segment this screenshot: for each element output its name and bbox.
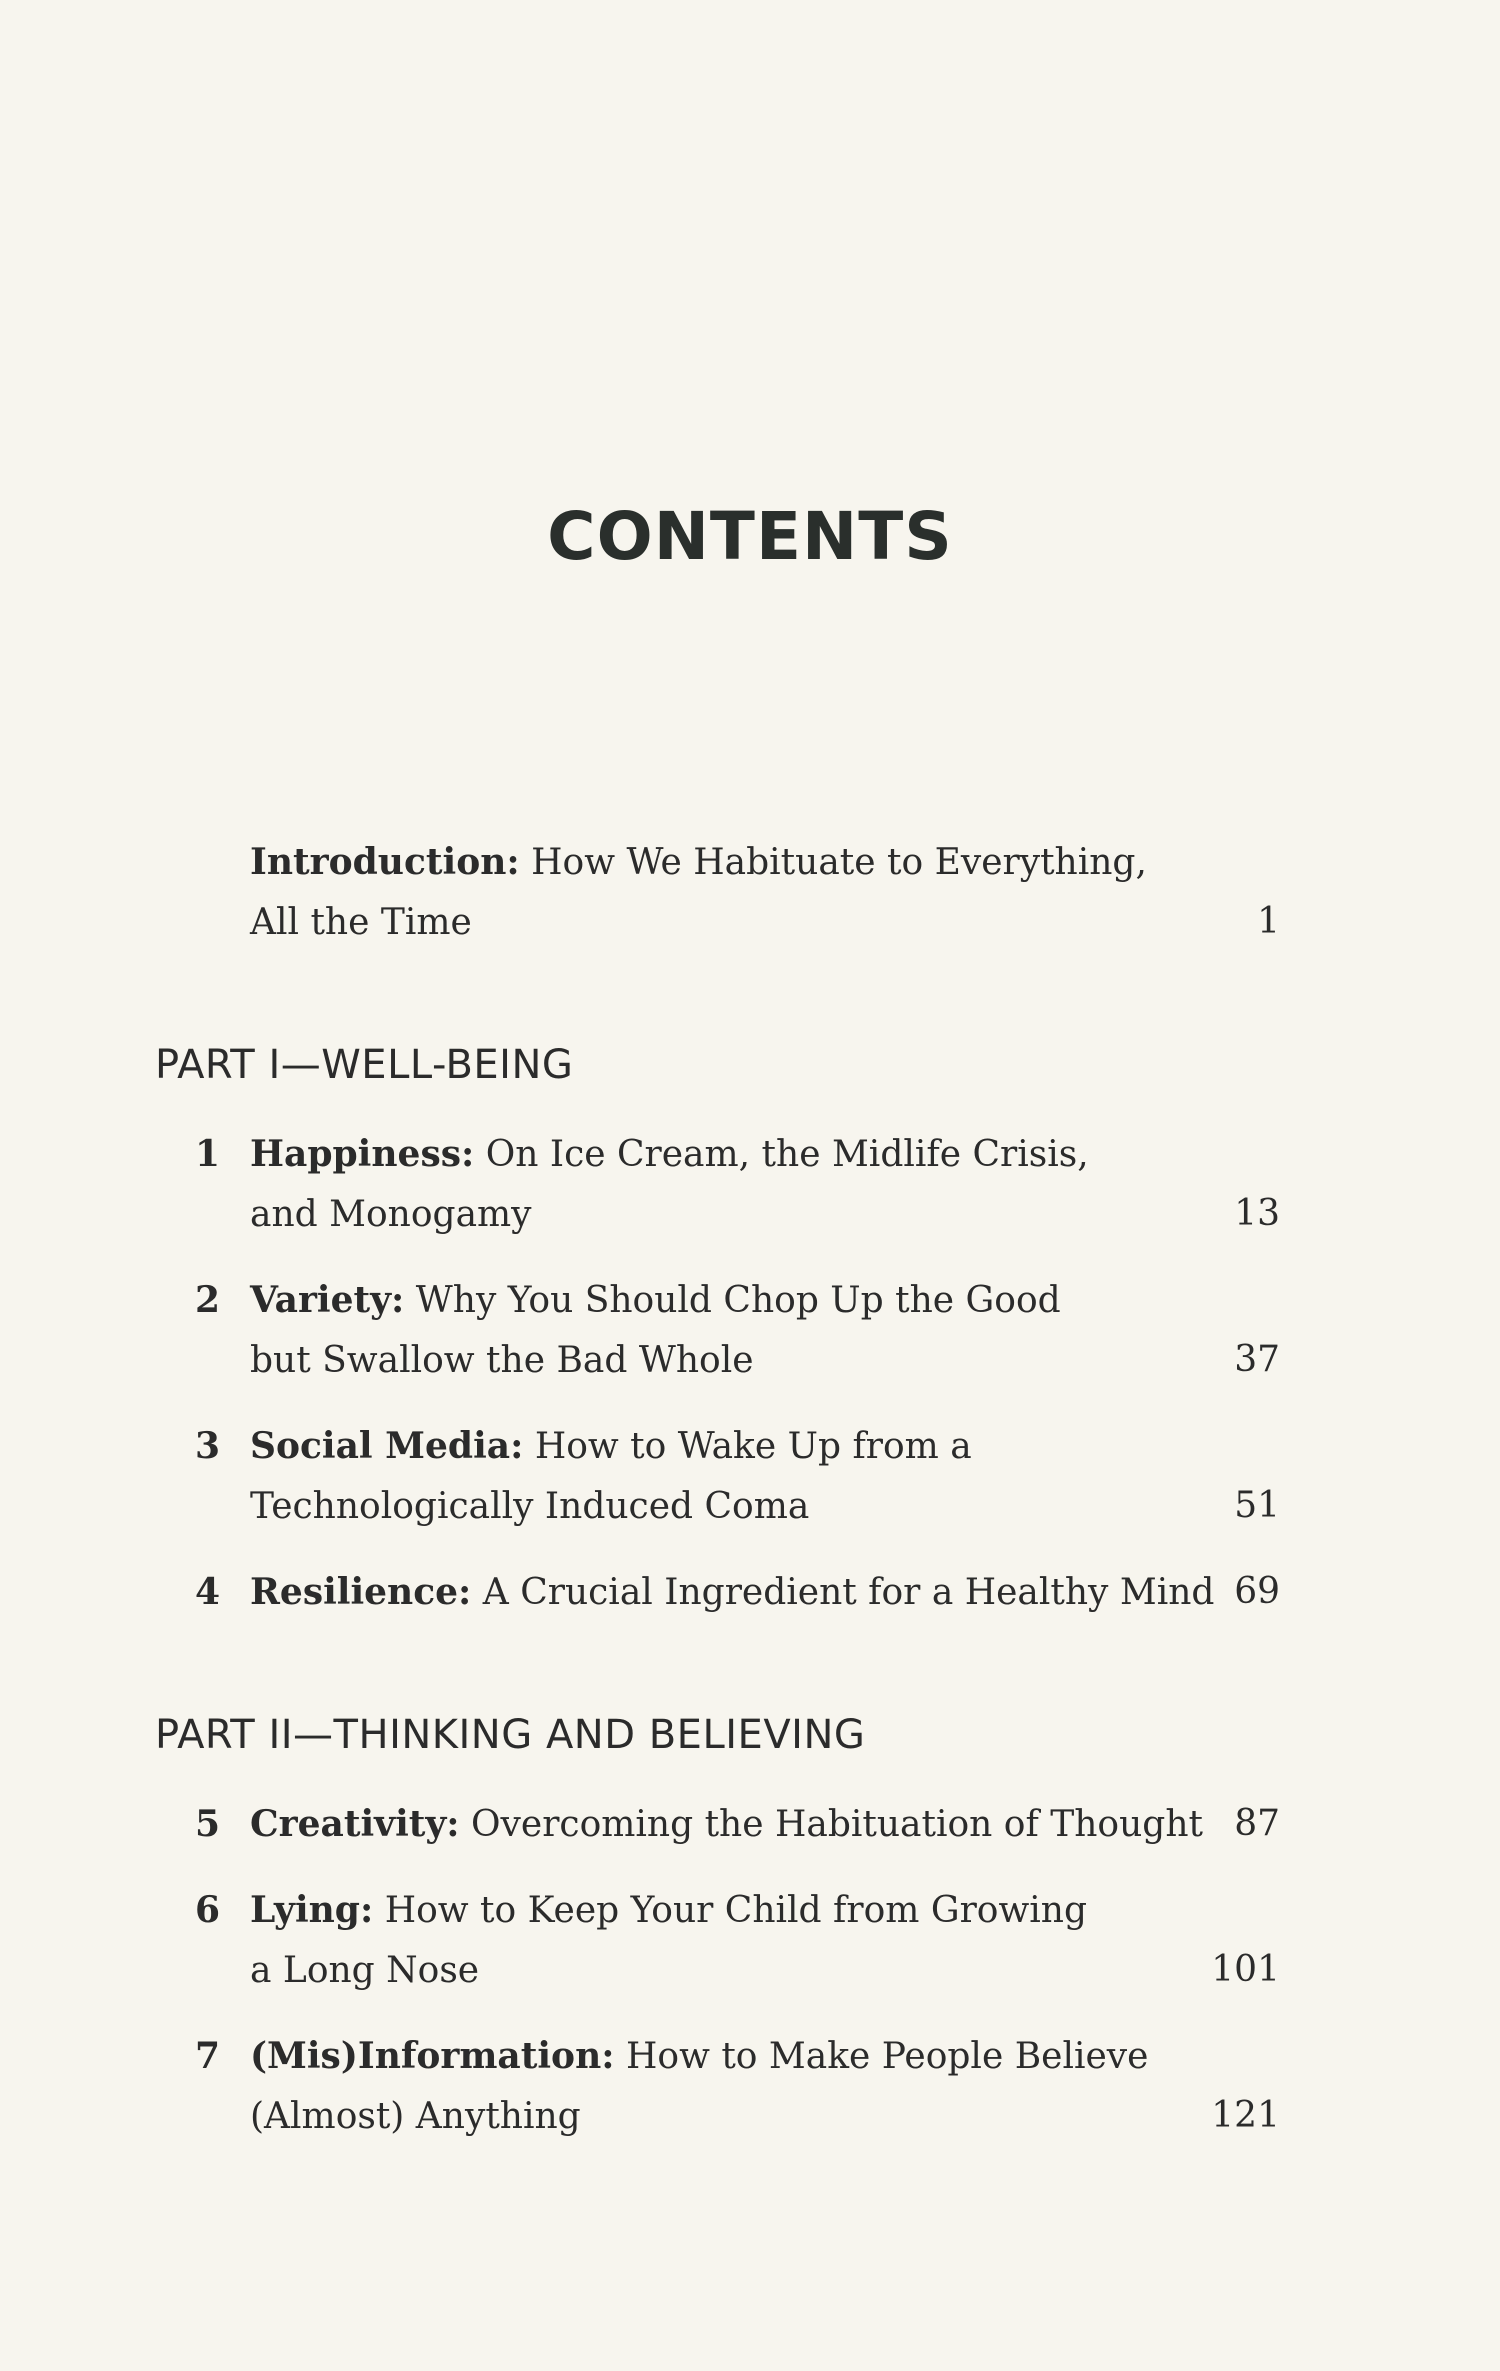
entry-label: Resilience: xyxy=(250,1571,472,1613)
page-title: CONTENTS xyxy=(547,498,953,575)
entry-title-line2: All the Time xyxy=(250,902,472,943)
entry-page-number: 37 xyxy=(1234,1339,1280,1380)
entry-title-line1: How We Habituate to Everything, xyxy=(531,842,1147,883)
chapter-number: 4 xyxy=(194,1571,220,1613)
entry-title-line1: How to Make People Believe xyxy=(626,2036,1149,2077)
entry-label: Social Media: xyxy=(250,1425,524,1467)
entry-title-line1: Why You Should Chop Up the Good xyxy=(415,1280,1061,1321)
part-heading-2: PART II—THINKING AND BELIEVING xyxy=(155,1712,866,1758)
entry-title-line2: (Almost) Anything xyxy=(250,2096,581,2137)
entry-label: Lying: xyxy=(250,1889,374,1931)
entry-title-line1: How to Wake Up from a xyxy=(534,1426,972,1467)
entry-title-line1: Overcoming the Habituation of Thought xyxy=(471,1804,1203,1845)
entry-page-number: 101 xyxy=(1211,1949,1280,1990)
entry-page-number: 121 xyxy=(1211,2095,1280,2136)
chapter-number: 6 xyxy=(194,1889,220,1931)
entry-label: Variety: xyxy=(250,1279,405,1321)
entry-title-line2: a Long Nose xyxy=(250,1950,480,1991)
entry-title-line1: A Crucial Ingredient for a Healthy Mind xyxy=(482,1572,1215,1613)
entry-title-line2: but Swallow the Bad Whole xyxy=(250,1340,754,1381)
entry-page-number: 69 xyxy=(1234,1571,1280,1612)
chapter-number: 2 xyxy=(194,1279,220,1321)
entry-title-line2: Technologically Induced Coma xyxy=(250,1486,810,1527)
entry-label: Introduction: xyxy=(250,841,520,883)
entry-title-line2: and Monogamy xyxy=(250,1194,532,1235)
entry-label: Happiness: xyxy=(250,1133,475,1175)
chapter-number: 5 xyxy=(194,1803,220,1845)
entry-title-line1: On Ice Cream, the Midlife Crisis, xyxy=(485,1134,1089,1175)
entry-label: (Mis)Information: xyxy=(250,2035,615,2077)
chapter-number: 1 xyxy=(194,1133,220,1175)
entry-page-number: 13 xyxy=(1234,1193,1280,1234)
entry-page-number: 51 xyxy=(1234,1485,1280,1526)
entry-page-number: 1 xyxy=(1257,901,1280,942)
entry-page-number: 87 xyxy=(1234,1803,1280,1844)
chapter-number: 7 xyxy=(194,2035,220,2077)
chapter-number: 3 xyxy=(194,1425,220,1467)
entry-title-line1: How to Keep Your Child from Growing xyxy=(384,1890,1088,1931)
entry-label: Creativity: xyxy=(250,1803,460,1845)
part-heading-1: PART I—WELL-BEING xyxy=(155,1042,574,1088)
